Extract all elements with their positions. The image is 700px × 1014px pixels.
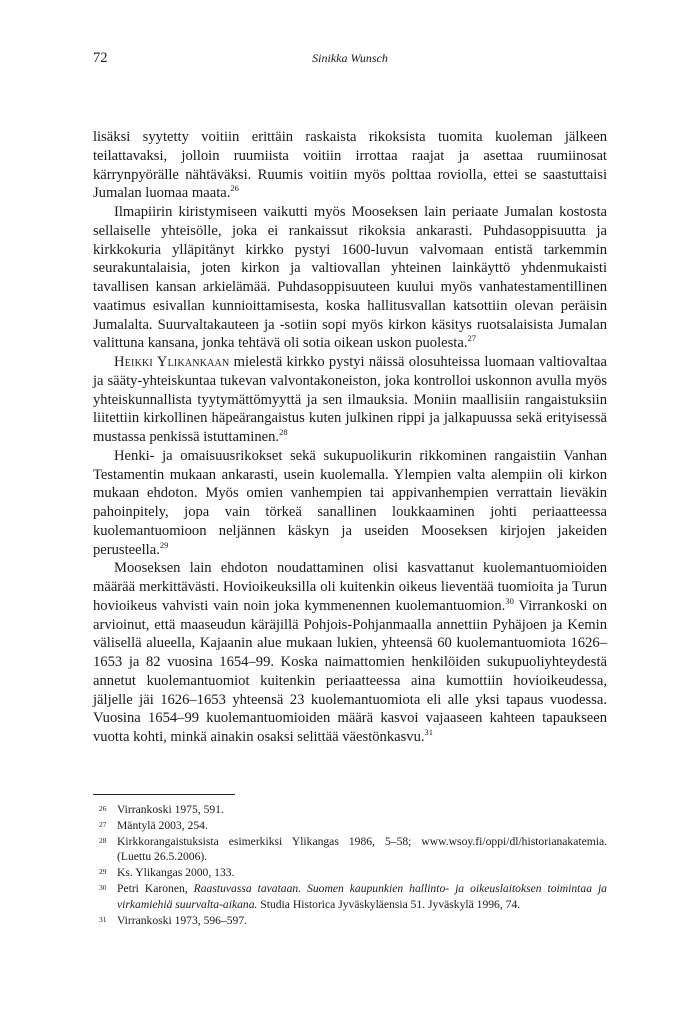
paragraph-3: Heikki Ylikankaan mielestä kirkko pystyi näissä olosuhteissa luomaan valtiovaltaa ja sääty-yhteiskuntaa tukevan valvontakoneiston, joka kontrolloi uskonnon avulla myös yhteiskunnallista tyytymättömyyttä ja sen ilmauksia. Moniin maallisiin rangaistuksiin liitettiin kirkollinen häpeärangaistus kuten julkinen rippi ja jalkapuussa sekä erityisessä mustassa penkissä istuttaminen.$^{28}$ xyxy=(93,354,607,445)
footnote-ref-27[interactable]: 27 xyxy=(467,333,476,344)
footnote-ref-28[interactable]: 28 xyxy=(279,427,288,437)
running-head: Sinikka Wunsch xyxy=(312,51,388,65)
footnote-number: 26 xyxy=(99,804,107,813)
body-text xyxy=(93,128,607,747)
footnote: 30 Petri Karonen, Raastuvassa tavataan. Suomen kaupunkien hallinto- ja oikeuslaitoksen toimintaa ja virkamiehiä suurvalta-aikana. Studia Historica Jyväskyläensia 51. Jyväskylä 1996, 74. xyxy=(99,881,607,911)
page-header xyxy=(93,50,607,68)
footnote-number: 29 xyxy=(99,867,107,877)
paragraph-5: Mooseksen lain ehdoton noudattaminen olisi kasvattanut kuolemantuomioiden määrää merkittävästi. Hovioikeuksilla oli kuitenkin oikeus lieventää tuomioita ja Turun hovioikeus vahvisti vain noin joka kymmenennen kuolemantuomion.$^{30}$ Virrankoski on arvioinut, että maaseudun käräjillä Pohjois-Pohjanmaalla annettiin Pyhäjoen ja Kemin välisellä alueella, Kajaanin alue mukaan lukien, yhteensä 60 kuolemantuomiota 1626–1653 ja 82 vuosina 1654–99. Koska naimattomien henkilöiden sukupuoliyhteydestä annetut kuolemantuomiot kuitenkin periaatteessa aina kumottiin hovioikeudessa, jäljelle jäi 1626–1653 yhteensä 23 kuolemantuomiota eli alle yksi tapaus vuodessa. Vuosina 1654–99 kuolemantuomioiden määrä kasvoi vajaaseen kahteen tapaukseen vuotta kohti, minkä ainakin osaksi selittää väestönkasvu.$^{31}$ xyxy=(93,560,608,745)
footnote: 29 Ks. Ylikangas 2000, 133. xyxy=(99,866,235,880)
paragraph-4: Henki- ja omaisuusrikokset sekä sukupuolikurin rikkominen rangaistiin Vanhan Testamentin mukaan ankarasti, usein kuolemalla. Ylempien valta alempiin oli kirkon mukaan ehdoton. Myös omien vanhempien tai appivanhempien verrattain lieväkin pahoinpitely, jopa vain törkeä sanallinen loukkaaminen johti periaatteessa kuolemantuomioon neljännen käskyn ja useiden Mooseksen kirjojen jakeiden perusteella.$^{29}$ xyxy=(93,447,607,558)
book-title: Raastuvassa tavataan. Suomen kaupunkien hallinto- ja oikeuslaitoksen toimintaa ja virkamiehiä suurvalta-aikana. xyxy=(117,881,607,911)
footnote-ref-26[interactable]: 26 xyxy=(230,183,239,194)
footnotes xyxy=(93,802,607,928)
footnote: 27 Mäntylä 2003, 254. xyxy=(99,818,208,832)
footnote-ref-30[interactable]: 30 xyxy=(505,595,514,606)
footnote-number: 28 xyxy=(99,835,107,845)
footnote-separator xyxy=(93,794,235,795)
author-name: Heikki Ylikankaan xyxy=(114,354,230,370)
footnote-number: 30 xyxy=(99,882,107,892)
footnote-number: 31 xyxy=(99,914,107,924)
paragraph-2: Ilmapiirin kiristymiseen vaikutti myös Mooseksen lain periaate Jumalan kostosta sellaiselle yhteisölle, joka ei rankaissut rikoksia ankarasti. Puhdasoppisuutta ja kirkkokuria ylläpitänyt kirkko pystyi 1600-luvun valvomaan entistä tarkemmin seurakuntalaisia, joten kirkon ja valtiovallan yhteinen lainkäyttö yhdenmukaisti tavallisen kansan arkielämää. Puhdasoppisuuteen kuului myös vanhatestamentillinen vaatimus esivallan kunnioittamisesta, koska hallitusvallan katsottiin olevan peräisin Jumalalta. Suurvaltakauteen ja -sotiin sopi myös kirkon käsitys ruotsalaisista Jumalan valittuna kansana, jonka tehtävä oli sotia oikean uskon puolesta.$^{27}$ xyxy=(93,204,607,352)
footnote-number: 27 xyxy=(99,819,107,829)
paragraph-1: lisäksi syytetty voitiin erittäin raskaista rikoksista tuomita kuoleman jälkeen teilattavaksi, jolloin ruumiista voitiin irrottaa raajat ja asettaa ruumiinosat kärrynpyörälle nähtäväksi. Ruumis voitiin myös polttaa roviolla, ettei se saastuttaisi Jumalan luomaa maata.$^{26}$ xyxy=(93,129,607,202)
page-number: 72 xyxy=(93,50,108,66)
footnote-ref-31[interactable]: 31 xyxy=(424,727,434,737)
footnote: 31 Virrankoski 1973, 596–597. xyxy=(99,913,248,927)
footnote: 28 Kirkkorangaistuksista esimerkiksi Ylikangas 1986, 5–58; www.wsoy.fi/oppi/dl/historianakatemia. (Luettu 26.5.2006). xyxy=(99,834,607,864)
footnote: 26 Virrankoski 1975, 591. xyxy=(99,803,224,816)
footnote-ref-29[interactable]: 29 xyxy=(159,539,169,550)
